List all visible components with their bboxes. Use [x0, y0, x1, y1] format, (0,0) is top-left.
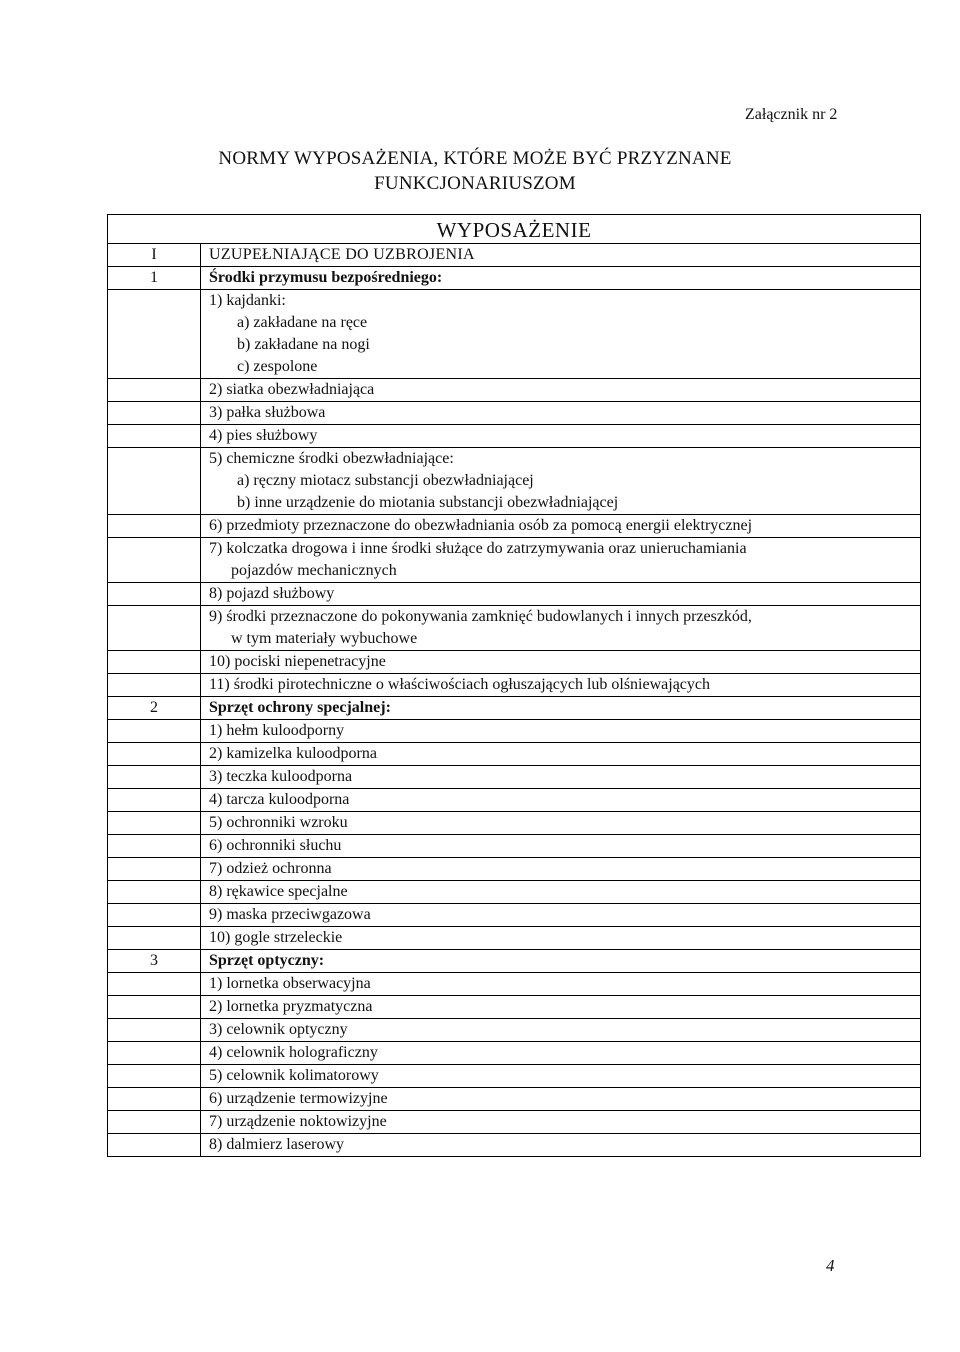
row-number-cell: [108, 904, 201, 926]
row-text-cell: [201, 927, 920, 949]
row-number-cell: [108, 448, 201, 514]
item-label: 11) środki pirotechniczne o właściwościach ogłuszających lub olśniewających: [209, 676, 711, 693]
row-number-cell: [108, 720, 201, 742]
item-label: 2) lornetka pryzmatyczna: [209, 998, 373, 1015]
table-row: [108, 927, 920, 949]
item-label: 6) urządzenie termowizyjne: [209, 1090, 388, 1107]
row-number-cell: [108, 1111, 201, 1133]
table-row: [108, 448, 920, 515]
row-text-cell: [201, 1088, 920, 1110]
item-label: 5) ochronniki wzroku: [209, 814, 348, 831]
table-row: [108, 720, 920, 743]
row-text-cell: [201, 881, 920, 903]
item-label: 9) maska przeciwgazowa: [209, 906, 371, 923]
row-text-cell: [201, 402, 920, 424]
row-number-cell: [108, 881, 201, 903]
table-row: [108, 835, 920, 858]
row-number-cell: [108, 379, 201, 401]
row-number-cell: [108, 606, 201, 650]
item-label: 3) teczka kuloodporna: [209, 768, 353, 785]
group-number: 2: [108, 697, 201, 719]
item-label: 6) przedmioty przeznaczone do obezwładniania osób za pomocą energii elektrycznej: [209, 517, 753, 534]
group-label: Sprzęt ochrony specjalnej:: [209, 699, 391, 716]
row-text-cell: [201, 674, 920, 696]
table-row: [108, 1111, 920, 1134]
item-label: 9) środki przeznaczone do pokonywania zamknięć budowlanych i innych przeszkód,: [209, 608, 752, 625]
table-row: [108, 743, 920, 766]
row-number-cell: [108, 743, 201, 765]
row-text-cell: [201, 789, 920, 811]
sub-item-label: b) inne urządzenie do miotania substancji obezwładniającej: [237, 494, 619, 511]
table-row: [108, 1065, 920, 1088]
row-number-cell: [108, 538, 201, 582]
table-row: [108, 858, 920, 881]
row-number-cell: [108, 583, 201, 605]
row-number-cell: [108, 402, 201, 424]
group-header-row: [108, 697, 920, 720]
table-row: [108, 973, 920, 996]
row-number-cell: [108, 290, 201, 378]
item-label: 8) rękawice specjalne: [209, 883, 348, 900]
table-row: [108, 904, 920, 927]
row-text-cell: [201, 812, 920, 834]
group-header-row: [108, 267, 920, 290]
item-label: 7) kolczatka drogowa i inne środki służące do zatrzymywania oraz unieruchamiania: [209, 540, 747, 557]
item-label: 5) celownik kolimatorowy: [209, 1067, 379, 1084]
table-row: [108, 425, 920, 448]
table-row: [108, 538, 920, 583]
table-row: [108, 379, 920, 402]
item-label: 1) hełm kuloodporny: [209, 722, 345, 739]
row-number-cell: [108, 858, 201, 880]
row-number-cell: [108, 835, 201, 857]
row-text-cell: [201, 1042, 920, 1064]
group-number: 1: [108, 267, 201, 289]
annex-label: Załącznik nr 2: [745, 106, 838, 123]
item-label-continuation: w tym materiały wybuchowe: [231, 630, 418, 647]
item-label: 3) celownik optyczny: [209, 1021, 348, 1038]
item-label: 4) celownik holograficzny: [209, 1044, 378, 1061]
row-number-cell: [108, 651, 201, 673]
row-number-cell: [108, 1088, 201, 1110]
row-text-cell: [201, 720, 920, 742]
row-text-cell: [201, 425, 920, 447]
item-label: 8) dalmierz laserowy: [209, 1136, 345, 1153]
row-text-cell: [201, 651, 920, 673]
row-text-cell: [201, 904, 920, 926]
row-text-cell: [201, 606, 920, 650]
table-row: [108, 766, 920, 789]
item-label: 10) pociski niepenetracyjne: [209, 653, 386, 670]
group-header-row: [108, 950, 920, 973]
group-number: 3: [108, 950, 201, 972]
row-number-cell: [108, 973, 201, 995]
row-text-cell: [201, 290, 920, 378]
table-row: [108, 651, 920, 674]
row-number-cell: [108, 789, 201, 811]
group-label: Sprzęt optyczny:: [209, 952, 325, 969]
equipment-table: [107, 214, 921, 1157]
row-number-cell: [108, 674, 201, 696]
row-number-cell: [108, 1134, 201, 1156]
row-text-cell: [201, 1019, 920, 1041]
item-label: 8) pojazd służbowy: [209, 585, 335, 602]
table-header: WYPOSAŻENIE: [108, 215, 920, 244]
item-label: 4) tarcza kuloodporna: [209, 791, 350, 808]
row-number-cell: [108, 425, 201, 447]
sub-item-label: b) zakładane na nogi: [237, 336, 370, 353]
row-text-cell: [201, 996, 920, 1018]
row-text-cell: [201, 379, 920, 401]
row-text-cell: [201, 583, 920, 605]
group-3: [108, 950, 920, 1156]
page-number: 4: [826, 1256, 835, 1275]
table-row: [108, 812, 920, 835]
document-title: [190, 146, 760, 196]
table-row: [108, 1019, 920, 1042]
row-number-cell: [108, 1042, 201, 1064]
title-line-1: NORMY WYPOSAŻENIA, KTÓRE MOŻE BYĆ PRZYZNANE: [218, 148, 732, 169]
item-label: 2) siatka obezwładniająca: [209, 381, 375, 398]
table-row: [108, 996, 920, 1019]
title-line-2: FUNKCJONARIUSZOM: [374, 173, 576, 194]
sub-item-label: a) ręczny miotacz substancji obezwładniającej: [237, 472, 534, 489]
table-row: [108, 881, 920, 904]
table-row: [108, 606, 920, 651]
section-label: UZUPEŁNIAJĄCE DO UZBROJENIA: [209, 246, 475, 263]
row-number-cell: [108, 1065, 201, 1087]
section-row: [108, 244, 920, 267]
row-text-cell: [201, 538, 920, 582]
row-text-cell: [201, 1111, 920, 1133]
table-row: [108, 674, 920, 696]
table-row: [108, 583, 920, 606]
row-number-cell: [108, 515, 201, 537]
row-text-cell: [201, 835, 920, 857]
row-text-cell: [201, 766, 920, 788]
group-label: Środki przymusu bezpośredniego:: [209, 269, 443, 286]
row-text-cell: [201, 858, 920, 880]
row-text-cell: [201, 973, 920, 995]
row-number-cell: [108, 996, 201, 1018]
row-text-cell: [201, 515, 920, 537]
item-label: 5) chemiczne środki obezwładniające:: [209, 450, 454, 467]
item-label: 4) pies służbowy: [209, 427, 318, 444]
row-text-cell: [201, 448, 920, 514]
item-label: 7) odzież ochronna: [209, 860, 332, 877]
table-row: [108, 515, 920, 538]
row-number-cell: [108, 812, 201, 834]
row-text-cell: [201, 1065, 920, 1087]
item-label: 1) kajdanki:: [209, 292, 286, 309]
item-label-continuation: pojazdów mechanicznych: [231, 562, 397, 579]
row-text-cell: [201, 743, 920, 765]
row-number-cell: [108, 927, 201, 949]
table-row: [108, 290, 920, 379]
sub-item-label: a) zakładane na ręce: [237, 314, 368, 331]
item-label: 2) kamizelka kuloodporna: [209, 745, 377, 762]
sub-item-label: c) zespolone: [237, 358, 318, 375]
item-label: 3) pałka służbowa: [209, 404, 326, 421]
table-row: [108, 789, 920, 812]
item-label: 6) ochronniki słuchu: [209, 837, 342, 854]
table-row: [108, 1134, 920, 1156]
group-1: [108, 267, 920, 697]
item-label: 10) gogle strzeleckie: [209, 929, 343, 946]
group-2: [108, 697, 920, 950]
row-number-cell: [108, 1019, 201, 1041]
row-text-cell: [201, 1134, 920, 1156]
row-number-cell: [108, 766, 201, 788]
table-row: [108, 1042, 920, 1065]
item-label: 1) lornetka obserwacyjna: [209, 975, 371, 992]
table-row: [108, 1088, 920, 1111]
section-number: I: [108, 244, 201, 266]
item-label: 7) urządzenie noktowizyjne: [209, 1113, 387, 1130]
table-row: [108, 402, 920, 425]
